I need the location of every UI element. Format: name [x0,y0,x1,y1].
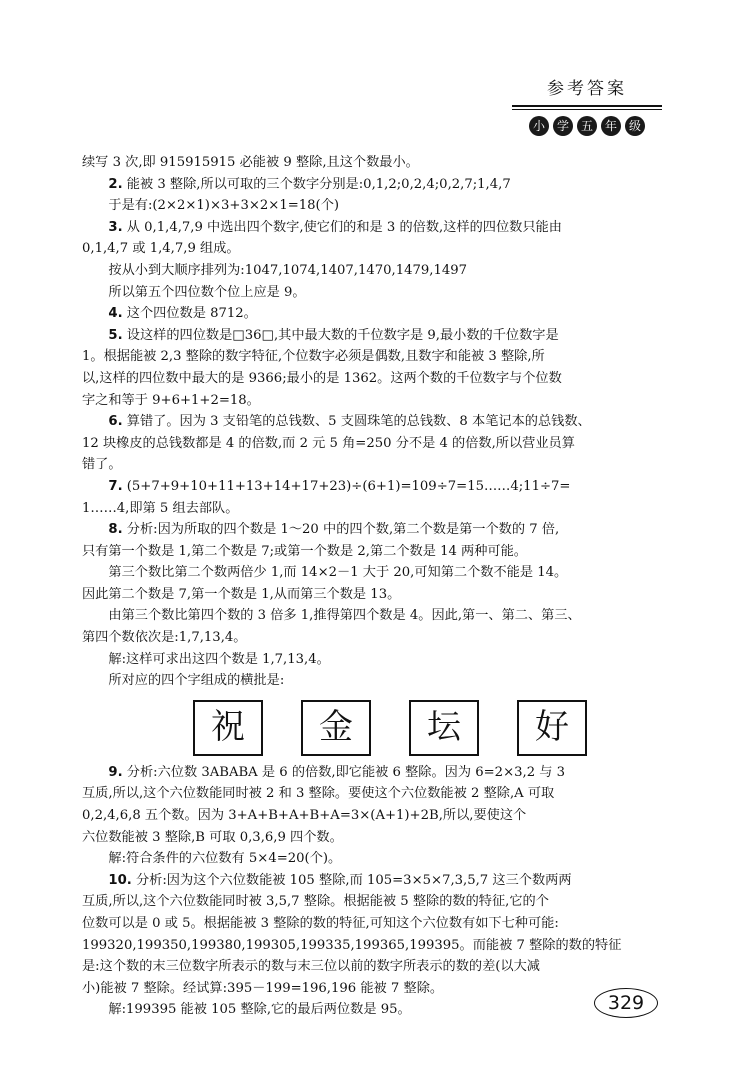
text-line [82,454,670,476]
line-text: 是:这个数的末三位数字所表示的数与末三位以前的数字所表示的数的差(以大减 [82,959,540,975]
text-line [82,848,670,870]
line-text: 按从小到大顺序排列为:1047,1074,1407,1470,1479,1497 [108,262,468,278]
header-subtitle [512,116,662,136]
text-line [82,390,670,412]
text-line [82,762,670,784]
text-line [82,368,670,390]
line-text: 解:199395 能被 105 整除,它的最后两位数是 95。 [108,1002,411,1018]
text-line [82,870,670,892]
item-number: 4. [108,306,123,322]
answer-block-1 [82,152,670,692]
text-line [82,999,670,1021]
text-line [82,433,670,455]
line-text: 因此第二个数是 7,第一个数是 1,从而第三个数是 13。 [82,586,401,602]
text-line [82,670,670,692]
header-rule [512,105,662,107]
text-line [82,805,670,827]
page-number: 329 [594,988,658,1018]
banner [82,700,670,756]
text-line [82,282,670,304]
line-text: 互质,所以,这个六位数能同时被 3,5,7 整除。根据能被 5 整除的数的特征,它的个 [82,894,549,910]
item-number: 5. [108,327,123,343]
line-text: 分析:因为这个六位数能被 105 整除,而 105=3×5×7,3,5,7 这三个数两两 [131,872,572,888]
subtitle-char: 五 [577,116,597,136]
text-line [82,913,670,935]
item-number: 10. [108,872,132,888]
text-line [82,260,670,282]
line-text: 分析:六位数 3ABABA 是 6 的倍数,即它能被 6 整除。因为 6=2×3,2 与 3 [122,764,566,780]
subtitle-char: 小 [529,116,549,136]
line-text: 续写 3 次,即 915915915 必能被 9 整除,且这个数最小。 [82,155,419,170]
answer-block-2 [82,762,670,1021]
text-line [82,562,670,584]
item-number: 9. [108,764,123,780]
line-text: 错了。 [82,457,122,473]
answer-content [82,152,670,1021]
line-text: 解:符合条件的六位数有 5×4=20(个)。 [108,851,342,867]
header-title: 参考答案 [547,79,627,99]
line-text: 六位数能被 3 整除,B 可取 0,3,6,9 四个数。 [82,829,343,845]
text-line [82,627,670,649]
text-line [82,238,670,260]
line-text: 互质,所以,这个六位数能同时被 2 和 3 整除。要使这个六位数能被 2 整除,A 可取 [82,786,555,802]
text-line [82,174,670,196]
text-line [82,891,670,913]
line-text: 位数可以是 0 或 5。根据能被 3 整除的数的特征,可知这个六位数有如下七种可能: [82,916,559,931]
subtitle-char: 级 [625,116,645,136]
line-text: 第三个数比第二个数两倍少 1,而 14×2－1 大于 20,可知第二个数不能是 14。 [108,565,568,581]
banner-char-box: 祝 [193,700,263,756]
page-header [512,74,662,136]
text-line [82,605,670,627]
line-text: 0,1,4,7 或 1,4,7,9 组成。 [82,241,240,257]
line-text: 能被 3 整除,所以可取的三个数字分别是:0,1,2;0,2,4;0,2,7;1,4,7 [122,176,511,192]
text-line [82,217,670,239]
line-text: 从 0,1,4,7,9 中选出四个数字,使它们的和是 3 的倍数,这样的四位数只能由 [122,219,562,235]
text-line [82,303,670,325]
subtitle-char: 学 [553,116,573,136]
text-line [82,195,670,217]
line-text: 于是有:(2×2×1)×3+3×2×1=18(个) [108,198,340,214]
text-line [82,584,670,606]
text-line [82,649,670,671]
line-text: 字之和等于 9+6+1+2=18。 [82,392,260,408]
line-text: 分析:因为所取的四个数是 1～20 中的四个数,第二个数是第一个数的 7 倍, [122,522,560,538]
text-line [82,325,670,347]
line-text: 算错了。因为 3 支铅笔的总钱数、5 支圆珠笔的总钱数、8 本笔记本的总钱数、 [122,414,591,430]
line-text: 所以第五个四位数个位上应是 9。 [108,284,306,300]
header-rule-thin [512,109,662,110]
line-text: 0,2,4,6,8 五个数。因为 3+A+B+A+B+A=3×(A+1)+2B,所以,要使这个 [82,808,527,824]
text-line [82,956,670,978]
line-text: 这个四位数是 8712。 [122,306,257,322]
banner-char-box: 好 [517,700,587,756]
text-line [82,783,670,805]
line-text: 1。根据能被 2,3 整除的数字特征,个位数字必须是偶数,且数字和能被 3 整除,所 [82,349,545,365]
text-line [82,935,670,957]
item-number: 7. [108,478,123,494]
subtitle-char: 年 [601,116,621,136]
text-line [82,541,670,563]
banner-char-box: 坛 [409,700,479,756]
line-text: 由第三个数比第四个数的 3 倍多 1,推得第四个数是 4。因此,第一、第二、第三、 [108,608,581,624]
banner-char-box: 金 [301,700,371,756]
line-text: 所对应的四个字组成的横批是: [108,673,285,689]
line-text: 设这样的四位数是□36□,其中最大数的千位数字是 9,最小数的千位数字是 [122,327,559,343]
text-line [82,346,670,368]
line-text: 解:这样可求出这四个数是 1,7,13,4。 [108,651,330,667]
line-text: (5+7+9+10+11+13+14+17+23)÷(6+1)=109÷7=15……4;11÷7= [122,478,571,494]
line-text: 12 块橡皮的总钱数都是 4 的倍数,而 2 元 5 角=250 分不是 4 的倍数,所以营业员算 [82,435,575,451]
line-text: 1……4,即第 5 组去部队。 [82,500,239,516]
text-line [82,476,670,498]
text-line [82,978,670,1000]
text-line [82,498,670,520]
line-text: 第四个数依次是:1,7,13,4。 [82,630,247,646]
text-line [82,519,670,541]
item-number: 3. [108,219,123,235]
line-text: 只有第一个数是 1,第二个数是 7;或第一个数是 2,第二个数是 14 两种可能。 [82,543,527,559]
text-line [82,152,670,174]
item-number: 2. [108,176,123,192]
item-number: 8. [108,522,123,538]
item-number: 6. [108,414,123,430]
line-text: 以,这样的四位数中最大的是 9366;最小的是 1362。这两个数的千位数字与个位数 [82,370,562,386]
text-line [82,411,670,433]
text-line [82,827,670,849]
line-text: 199320,199350,199380,199305,199335,199365,199395。而能被 7 整除的数的特征 [82,937,622,953]
line-text: 小)能被 7 整除。经试算:395－199=196,196 能被 7 整除。 [82,980,444,996]
